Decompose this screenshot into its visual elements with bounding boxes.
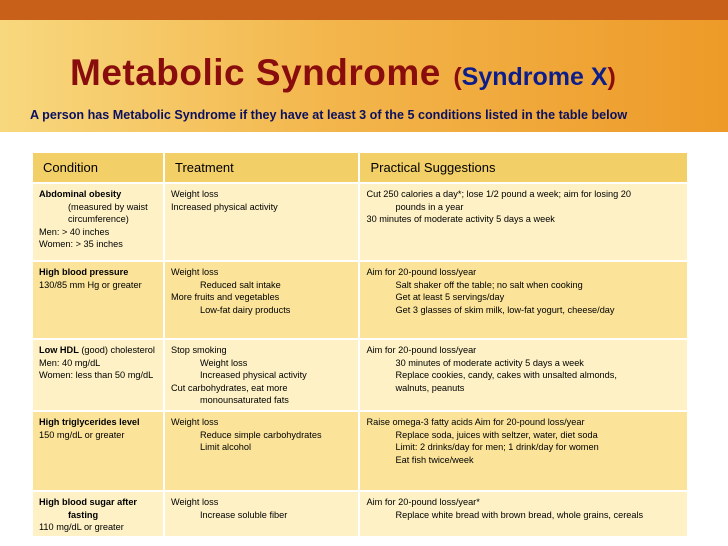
- suggestions-line: Salt shaker off the table; no salt when cooking: [395, 279, 583, 290]
- title-main: Metabolic Syndrome: [70, 52, 441, 93]
- cell-condition: [33, 339, 164, 411]
- condition-line: High triglycerides level: [39, 417, 140, 427]
- column-header-treatment: Treatment: [164, 153, 359, 183]
- title-open-paren: (: [453, 63, 462, 91]
- cell-treatment: [164, 411, 359, 491]
- page-subtitle: A person has Metabolic Syndrome if they have at least 3 of the 5 conditions listed in the table below: [30, 108, 628, 122]
- condition-line: 110 mg/dL or greater: [39, 522, 124, 532]
- suggestions-line: Aim for 20-pound loss/year*: [366, 497, 480, 507]
- cell-suggestions: [359, 183, 688, 261]
- suggestions-line: 30 minutes of moderate activity 5 days a week: [395, 357, 584, 368]
- suggestions-line: Get at least 5 servings/day: [395, 292, 505, 302]
- title-sub-text: Syndrome X: [461, 63, 608, 91]
- table-row: [33, 261, 688, 339]
- table-header-row: [33, 153, 688, 183]
- cell-treatment: [164, 183, 359, 261]
- treatment-line: Stop smoking: [171, 345, 227, 355]
- suggestions-line: Raise omega-3 fatty acids Aim for 20-pound loss/year: [366, 417, 585, 427]
- cell-treatment: [164, 261, 359, 339]
- suggestions-line: Aim for 20-pound loss/year: [366, 267, 477, 277]
- treatment-line: More fruits and vegetables: [171, 292, 280, 302]
- cell-treatment: [164, 491, 359, 537]
- suggestions-line: Cut 250 calories a day*; lose 1/2 pound a week; aim for losing 20: [366, 189, 632, 199]
- table-row: [33, 339, 688, 411]
- treatment-line: Increased physical activity: [171, 201, 278, 212]
- cell-suggestions: [359, 491, 688, 537]
- top-bar: [0, 0, 728, 20]
- condition-title: [39, 344, 157, 357]
- cell-condition: [33, 183, 164, 261]
- condition-line: Women: > 35 inches: [39, 239, 123, 249]
- cell-condition: [33, 411, 164, 491]
- condition-line: (measured by waist: [68, 201, 148, 212]
- treatment-line: Weight loss: [200, 357, 248, 368]
- suggestions-line: Replace soda, juices with seltzer, water, diet soda: [395, 429, 598, 440]
- suggestions-line: Get 3 glasses of skim milk, low-fat yogurt, cheese/day: [395, 304, 615, 315]
- page-title: [70, 52, 710, 94]
- cell-condition: [33, 491, 164, 537]
- cell-suggestions: [359, 339, 688, 411]
- treatment-line: Weight loss: [171, 497, 219, 507]
- column-header-condition: Condition: [33, 153, 164, 183]
- suggestions-line: Eat fish twice/week: [395, 454, 474, 465]
- suggestions-line: Limit: 2 drinks/day for men; 1 drink/day for women: [395, 442, 599, 452]
- treatment-line: monounsaturated fats: [200, 395, 289, 405]
- suggestions-line: Aim for 20-pound loss/year: [366, 345, 477, 355]
- condition-line: Women: less than 50 mg/dL: [39, 370, 154, 380]
- suggestions-line: Replace white bread with brown bread, whole grains, cereals: [395, 509, 644, 520]
- condition-line: fasting: [68, 509, 99, 520]
- treatment-line: Reduce simple carbohydrates: [200, 429, 322, 440]
- conditions-table: [33, 153, 689, 538]
- suggestions-line: 30 minutes of moderate activity 5 days a week: [366, 214, 555, 224]
- treatment-line: Increased physical activity: [200, 370, 307, 380]
- treatment-line: Reduced salt intake: [200, 279, 281, 290]
- table-row: [33, 411, 688, 491]
- condition-label-rest: (good) cholesterol: [78, 345, 155, 355]
- condition-line: High blood pressure: [39, 267, 129, 277]
- title-subtitle: [453, 63, 616, 91]
- table-row: [33, 183, 688, 261]
- treatment-line: Increase soluble fiber: [200, 509, 288, 520]
- column-header-suggestions: Practical Suggestions: [359, 153, 688, 183]
- condition-line: Abdominal obesity: [39, 189, 122, 199]
- condition-line: circumference): [68, 214, 129, 224]
- condition-line: Men: 40 mg/dL: [39, 357, 101, 368]
- suggestions-line: walnuts, peanuts: [395, 382, 465, 393]
- treatment-line: Cut carbohydrates, eat more: [171, 382, 288, 393]
- title-close-paren: ): [607, 63, 616, 91]
- treatment-line: Limit alcohol: [200, 442, 252, 452]
- table-row: [33, 491, 688, 537]
- cell-suggestions: [359, 261, 688, 339]
- condition-line: Men: > 40 inches: [39, 226, 110, 237]
- treatment-line: Low-fat dairy products: [200, 304, 291, 315]
- cell-suggestions: [359, 411, 688, 491]
- condition-label: Low HDL: [39, 345, 79, 355]
- treatment-line: Weight loss: [171, 189, 219, 199]
- suggestions-line: Replace cookies, candy, cakes with unsalted almonds,: [395, 370, 617, 380]
- suggestions-line: pounds in a year: [395, 201, 464, 212]
- cell-condition: [33, 261, 164, 339]
- condition-line: 130/85 mm Hg or greater: [39, 279, 142, 290]
- condition-line: High blood sugar after: [39, 497, 138, 507]
- cell-treatment: [164, 339, 359, 411]
- treatment-line: Weight loss: [171, 417, 219, 427]
- condition-line: 150 mg/dL or greater: [39, 429, 125, 440]
- table-body: [33, 183, 688, 537]
- treatment-line: Weight loss: [171, 267, 219, 277]
